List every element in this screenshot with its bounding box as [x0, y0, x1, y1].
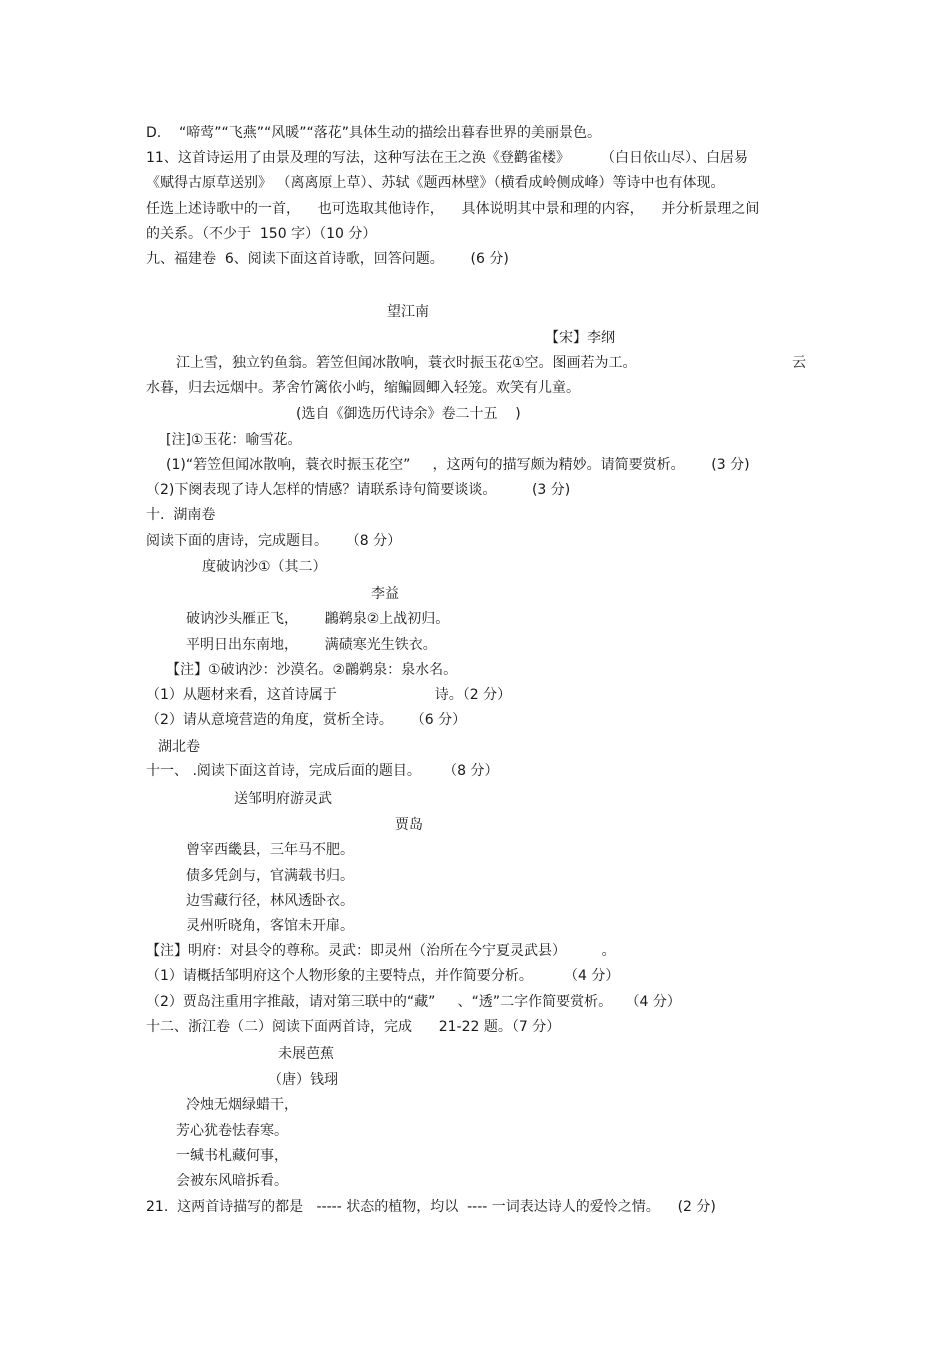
poem-title-dupona: 度破讷沙①（其二） [202, 559, 327, 575]
poem-source: (选自《御选历代诗余》卷二十五 ) [296, 406, 521, 422]
section-12-heading: 十二、浙江卷（二）阅读下面两首诗，完成 21-22 题。（7 分） [146, 1019, 561, 1035]
poem-line-3: 边雪藏行径，林风透卧衣。 [186, 893, 354, 909]
question-11-line-2: 《赋得古原草送别》 （离离原上草）、苏轼《题西林壁》（横看成岭侧成峰）等诗中也有体现。 [146, 175, 725, 191]
poem-author-liyi: 李益 [371, 586, 399, 602]
poem-line-1: 冷烛无烟绿蜡干， [186, 1097, 298, 1113]
section-hubei-heading: 湖北卷 [158, 739, 200, 755]
poem-text-line-2: 水暮，归去远烟中。茅舍竹篱依小屿，缩鳊圆鲫入轻笼。欢笑有儿童。 [146, 380, 580, 396]
question-10-1: （1）从题材来看，这首诗属于 诗。（2 分） [146, 687, 512, 703]
question-11-2: （2）贾岛注重用字推敲，请对第三联中的“藏” 、“透”二字作简要赏析。 （4 分） [146, 994, 681, 1010]
section-11-heading: 十一、 .阅读下面这首诗，完成后面的题目。 （8 分） [146, 763, 499, 779]
poem-note: 【注】明府：对县令的尊称。灵武：即灵州（治所在今宁夏灵武县） 。 [146, 943, 616, 959]
question-11-1: （1）请概括邹明府这个人物形象的主要特点，并作简要分析。 （4 分） [146, 968, 620, 984]
question-11-line-4: 的关系。（不少于 150 字）（10 分） [146, 226, 377, 242]
poem-note: 【注】①破讷沙：沙漠名。②鸊鹈泉：泉水名。 [166, 662, 458, 678]
poem-text-line-1: 江上雪，独立钓鱼翁。箬笠但闻冰散响，蓑衣时振玉花①空。图画若为工。 [176, 355, 637, 371]
poem-title-songzou: 送邹明府游灵武 [234, 791, 332, 807]
section-9-heading: 九、福建卷 6、阅读下面这首诗歌，回答问题。 (6 分) [146, 251, 509, 267]
question-9-1: (1)“箬笠但闻冰散响，蓑衣时振玉花空” ，这两句的描写颇为精妙。请简要赏析。 (3 分) [166, 457, 750, 473]
poem-text-yun: 云 [792, 355, 806, 371]
poem-title-weizhanbajiao: 未展芭蕉 [278, 1046, 334, 1062]
question-11-line-1: 11、这首诗运用了由景及理的写法，这种写法在王之涣《登鹳雀楼》 （白日依山尽）、白居易 [146, 150, 748, 166]
section-10-instruction: 阅读下面的唐诗，完成题目。 （8 分） [146, 533, 402, 549]
poem-line-2: 债多凭剑与，官满载书归。 [186, 868, 354, 884]
question-21: 21. 这两首诗描写的都是 ----- 状态的植物，均以 ---- 一词表达诗人的爱怜之情。 (2 分) [146, 1199, 716, 1215]
poem-author-jiadao: 贾岛 [395, 817, 423, 833]
answer-option-d: D. “啼莺”“飞燕”“风暖”“落花”具体生动的描绘出暮春世界的美丽景色。 [146, 125, 602, 141]
poem-line-2: 平明日出东南地， 满碛寒光生铁衣。 [186, 637, 437, 653]
question-11-line-3: 任选上述诗歌中的一首， 也可选取其他诗作， 具体说明其中景和理的内容， 并分析景理之间 [146, 201, 760, 217]
poem-author-lgang: 【宋】李纲 [545, 330, 615, 346]
poem-author-qianxu: （唐）钱珝 [268, 1072, 338, 1088]
poem-line-4: 灵州听晓角，客馆未开扉。 [186, 918, 354, 934]
poem-line-1: 破讷沙头雁正飞， 鸊鹈泉②上战初归。 [186, 611, 450, 627]
question-9-2: （2)下阕表现了诗人怎样的情感？请联系诗句简要谈谈。 (3 分) [146, 482, 571, 498]
section-10-heading: 十. 湖南卷 [146, 507, 216, 523]
poem-line-4: 会被东风暗拆看。 [176, 1173, 288, 1189]
question-10-2: （2）请从意境营造的角度，赏析全诗。 （6 分） [146, 712, 467, 728]
poem-line-1: 曾宰西畿县，三年马不肥。 [186, 842, 354, 858]
poem-note: [注]①玉花：喻雪花。 [166, 432, 302, 448]
poem-line-3: 一缄书札藏何事， [176, 1148, 288, 1164]
poem-title-wangjiangnan: 望江南 [387, 304, 429, 320]
poem-line-2: 芳心犹卷怯春寒。 [176, 1123, 288, 1139]
